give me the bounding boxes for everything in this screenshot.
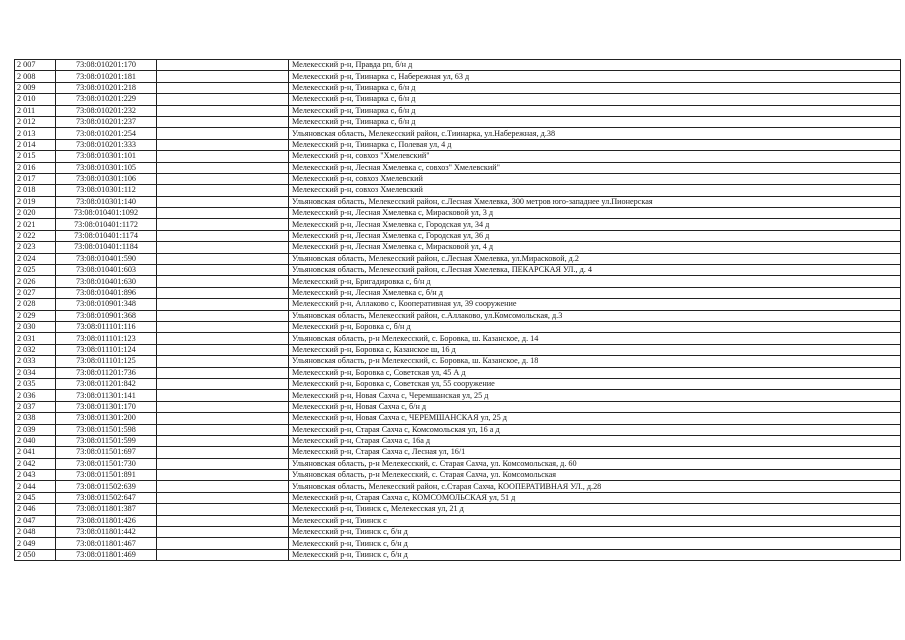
row-number: 2 009 — [15, 82, 56, 93]
empty-cell — [157, 549, 289, 560]
empty-cell — [157, 116, 289, 127]
row-number: 2 046 — [15, 504, 56, 515]
address: Ульяновская область, Мелекесский район, с.Старая Сахча, КООПЕРАТИВНАЯ УЛ., д.28 — [289, 481, 901, 492]
address: Ульяновская область, р-н Мелекесский, с. Старая Сахча, ул. Комсомольская — [289, 470, 901, 481]
row-number: 2 013 — [15, 128, 56, 139]
table-row — [15, 253, 901, 264]
empty-cell — [157, 162, 289, 173]
table-row — [15, 71, 901, 82]
table-row — [15, 116, 901, 127]
cadastral-number: 73:08:011501:730 — [56, 458, 157, 469]
cadastral-number: 73:08:011101:123 — [56, 333, 157, 344]
property-table — [14, 59, 901, 561]
empty-cell — [157, 71, 289, 82]
cadastral-number: 73:08:010401:1172 — [56, 219, 157, 230]
table-row — [15, 413, 901, 424]
cadastral-number: 73:08:011801:469 — [56, 549, 157, 560]
table-row — [15, 287, 901, 298]
row-number: 2 045 — [15, 492, 56, 503]
empty-cell — [157, 105, 289, 116]
address: Мелекесский р-н, Лесная Хмелевка с, Городская ул, 34 д — [289, 219, 901, 230]
empty-cell — [157, 94, 289, 105]
row-number: 2 042 — [15, 458, 56, 469]
empty-cell — [157, 515, 289, 526]
cadastral-number: 73:08:011101:125 — [56, 356, 157, 367]
cadastral-number: 73:08:011201:736 — [56, 367, 157, 378]
row-number: 2 012 — [15, 116, 56, 127]
row-number: 2 025 — [15, 265, 56, 276]
cadastral-number: 73:08:010401:1184 — [56, 242, 157, 253]
cadastral-number: 73:08:010401:603 — [56, 265, 157, 276]
empty-cell — [157, 390, 289, 401]
address: Мелекесский р-н, Боровка с, Казанское ш, 16 д — [289, 344, 901, 355]
empty-cell — [157, 173, 289, 184]
property-table-body — [15, 60, 901, 561]
address: Мелекесский р-н, Лесная Хмелевка с, Мирасковой ул, 3 д — [289, 208, 901, 219]
address: Мелекесский р-н, Старая Сахча с, 16а д — [289, 435, 901, 446]
empty-cell — [157, 265, 289, 276]
address: Мелекесский р-н, Тиинарка с, Полевая ул, 4 д — [289, 139, 901, 150]
table-row — [15, 208, 901, 219]
row-number: 2 024 — [15, 253, 56, 264]
empty-cell — [157, 230, 289, 241]
address: Мелекесский р-н, Боровка с, Советская ул, 45 А д — [289, 367, 901, 378]
cadastral-number: 73:08:010301:105 — [56, 162, 157, 173]
empty-cell — [157, 333, 289, 344]
table-row — [15, 94, 901, 105]
cadastral-number: 73:08:010201:181 — [56, 71, 157, 82]
row-number: 2 038 — [15, 413, 56, 424]
cadastral-number: 73:08:010401:1092 — [56, 208, 157, 219]
address: Ульяновская область, Мелекесский район, с.Лесная Хмелевка, ул.Мирасковой, д.2 — [289, 253, 901, 264]
address: Мелекесский р-н, Тиинарка с, б/н д — [289, 94, 901, 105]
empty-cell — [157, 321, 289, 332]
table-row — [15, 458, 901, 469]
table-row — [15, 333, 901, 344]
address: Мелекесский р-н, Лесная Хмелевка с, Мирасковой ул, 4 д — [289, 242, 901, 253]
address: Мелекесский р-н, Бригадировка с, б/н д — [289, 276, 901, 287]
address: Мелекесский р-н, Старая Сахча с, Комсомольская ул, 16 а д — [289, 424, 901, 435]
empty-cell — [157, 413, 289, 424]
empty-cell — [157, 344, 289, 355]
cadastral-number: 73:08:010201:254 — [56, 128, 157, 139]
address: Ульяновская область, Мелекесский район, с.Тиинарка, ул.Набережная, д.38 — [289, 128, 901, 139]
empty-cell — [157, 504, 289, 515]
row-number: 2 027 — [15, 287, 56, 298]
cadastral-number: 73:08:011801:426 — [56, 515, 157, 526]
row-number: 2 007 — [15, 60, 56, 71]
table-row — [15, 299, 901, 310]
table-row — [15, 128, 901, 139]
address: Мелекесский р-н, Тиинск с, б/н д — [289, 549, 901, 560]
table-row — [15, 310, 901, 321]
table-row — [15, 492, 901, 503]
cadastral-number: 73:08:011301:141 — [56, 390, 157, 401]
row-number: 2 040 — [15, 435, 56, 446]
address: Мелекесский р-н, Тиинарка с, б/н д — [289, 116, 901, 127]
row-number: 2 049 — [15, 538, 56, 549]
empty-cell — [157, 242, 289, 253]
cadastral-number: 73:08:010201:237 — [56, 116, 157, 127]
empty-cell — [157, 253, 289, 264]
empty-cell — [157, 458, 289, 469]
table-row — [15, 139, 901, 150]
empty-cell — [157, 492, 289, 503]
cadastral-number: 73:08:011101:116 — [56, 321, 157, 332]
row-number: 2 030 — [15, 321, 56, 332]
cadastral-number: 73:08:011501:598 — [56, 424, 157, 435]
row-number: 2 044 — [15, 481, 56, 492]
cadastral-number: 73:08:011101:124 — [56, 344, 157, 355]
table-row — [15, 82, 901, 93]
empty-cell — [157, 435, 289, 446]
cadastral-number: 73:08:010201:218 — [56, 82, 157, 93]
table-row — [15, 538, 901, 549]
address: Мелекесский р-н, Тиинск с, б/н д — [289, 538, 901, 549]
address: Мелекесский р-н, Боровка с, Советская ул, 55 сооружение — [289, 378, 901, 389]
table-row — [15, 321, 901, 332]
table-row — [15, 344, 901, 355]
row-number: 2 026 — [15, 276, 56, 287]
cadastral-number: 73:08:011301:170 — [56, 401, 157, 412]
table-row — [15, 435, 901, 446]
row-number: 2 028 — [15, 299, 56, 310]
row-number: 2 039 — [15, 424, 56, 435]
cadastral-number: 73:08:011801:467 — [56, 538, 157, 549]
row-number: 2 022 — [15, 230, 56, 241]
cadastral-number: 73:08:011502:639 — [56, 481, 157, 492]
row-number: 2 011 — [15, 105, 56, 116]
empty-cell — [157, 128, 289, 139]
table-row — [15, 162, 901, 173]
address: Ульяновская область, Мелекесский район, с.Аллаково, ул.Комсомольская, д.3 — [289, 310, 901, 321]
row-number: 2 033 — [15, 356, 56, 367]
address: Мелекесский р-н, Новая Сахча с, ЧЕРЕМШАНСКАЯ ул, 25 д — [289, 413, 901, 424]
address: Мелекесский р-н, Тиинск с — [289, 515, 901, 526]
row-number: 2 008 — [15, 71, 56, 82]
address: Ульяновская область, р-н Мелекесский, с. Боровка, ш. Казанское, д. 18 — [289, 356, 901, 367]
empty-cell — [157, 276, 289, 287]
row-number: 2 023 — [15, 242, 56, 253]
address: Мелекесский р-н, Старая Сахча с, Лесная ул, 16/1 — [289, 447, 901, 458]
table-row — [15, 549, 901, 560]
address: Мелекесский р-н, Тиинарка с, б/н д — [289, 105, 901, 116]
row-number: 2 037 — [15, 401, 56, 412]
empty-cell — [157, 356, 289, 367]
empty-cell — [157, 196, 289, 207]
cadastral-number: 73:08:010901:348 — [56, 299, 157, 310]
empty-cell — [157, 538, 289, 549]
cadastral-number: 73:08:010401:1174 — [56, 230, 157, 241]
empty-cell — [157, 310, 289, 321]
table-row — [15, 185, 901, 196]
address: Мелекесский р-н, Лесная Хмелевка с, б/н д — [289, 287, 901, 298]
table-row — [15, 367, 901, 378]
table-row — [15, 265, 901, 276]
address: Мелекесский р-н, Тиинарка с, б/н д — [289, 82, 901, 93]
empty-cell — [157, 185, 289, 196]
row-number: 2 017 — [15, 173, 56, 184]
row-number: 2 015 — [15, 151, 56, 162]
table-row — [15, 105, 901, 116]
address: Мелекесский р-н, Лесная Хмелевка с, Городская ул, 36 д — [289, 230, 901, 241]
table-row — [15, 390, 901, 401]
address: Мелекесский р-н, Новая Сахча с, Черемшанская ул, 25 д — [289, 390, 901, 401]
empty-cell — [157, 60, 289, 71]
table-row — [15, 242, 901, 253]
table-row — [15, 196, 901, 207]
empty-cell — [157, 208, 289, 219]
table-row — [15, 356, 901, 367]
cadastral-number: 73:08:010301:106 — [56, 173, 157, 184]
empty-cell — [157, 424, 289, 435]
empty-cell — [157, 299, 289, 310]
empty-cell — [157, 367, 289, 378]
table-row — [15, 173, 901, 184]
row-number: 2 032 — [15, 344, 56, 355]
table-row — [15, 527, 901, 538]
address: Ульяновская область, Мелекесский район, с.Лесная Хмелевка, ПЕКАРСКАЯ УЛ., д. 4 — [289, 265, 901, 276]
row-number: 2 043 — [15, 470, 56, 481]
cadastral-number: 73:08:011801:387 — [56, 504, 157, 515]
address: Мелекесский р-н, Боровка с, б/н д — [289, 321, 901, 332]
row-number: 2 029 — [15, 310, 56, 321]
address: Ульяновская область, р-н Мелекесский, с. Боровка, ш. Казанское, д. 14 — [289, 333, 901, 344]
address: Мелекесский р-н, Аллаково с, Кооперативная ул, 39 сооружение — [289, 299, 901, 310]
table-row — [15, 401, 901, 412]
cadastral-number: 73:08:011501:599 — [56, 435, 157, 446]
table-row — [15, 219, 901, 230]
row-number: 2 041 — [15, 447, 56, 458]
cadastral-number: 73:08:010301:112 — [56, 185, 157, 196]
cadastral-number: 73:08:010401:630 — [56, 276, 157, 287]
address: Мелекесский р-н, Лесная Хмелевка с, совхоз" Хмелевский" — [289, 162, 901, 173]
table-row — [15, 470, 901, 481]
table-row — [15, 230, 901, 241]
cadastral-number: 73:08:010401:896 — [56, 287, 157, 298]
cadastral-number: 73:08:010301:140 — [56, 196, 157, 207]
row-number: 2 020 — [15, 208, 56, 219]
row-number: 2 018 — [15, 185, 56, 196]
empty-cell — [157, 470, 289, 481]
empty-cell — [157, 287, 289, 298]
address: Мелекесский р-н, совхоз Хмелевский — [289, 185, 901, 196]
table-row — [15, 447, 901, 458]
address: Ульяновская область, р-н Мелекесский, с. Старая Сахча, ул. Комсомольская, д. 60 — [289, 458, 901, 469]
row-number: 2 050 — [15, 549, 56, 560]
row-number: 2 047 — [15, 515, 56, 526]
cadastral-number: 73:08:010201:170 — [56, 60, 157, 71]
address: Мелекесский р-н, совхоз "Хмелевский" — [289, 151, 901, 162]
address: Мелекесский р-н, Тиинск с, б/н д — [289, 527, 901, 538]
row-number: 2 048 — [15, 527, 56, 538]
cadastral-number: 73:08:011801:442 — [56, 527, 157, 538]
row-number: 2 014 — [15, 139, 56, 150]
cadastral-number: 73:08:010901:368 — [56, 310, 157, 321]
cadastral-number: 73:08:011301:200 — [56, 413, 157, 424]
empty-cell — [157, 447, 289, 458]
address: Ульяновская область, Мелекесский район, с.Лесная Хмелевка, 300 метров юго-западнее ул.Пионерская — [289, 196, 901, 207]
empty-cell — [157, 378, 289, 389]
empty-cell — [157, 151, 289, 162]
table-row — [15, 481, 901, 492]
table-row — [15, 276, 901, 287]
row-number: 2 019 — [15, 196, 56, 207]
address: Мелекесский р-н, Тиинарка с, Набережная ул, 63 д — [289, 71, 901, 82]
table-row — [15, 504, 901, 515]
document-sheet — [14, 59, 901, 561]
table-row — [15, 424, 901, 435]
empty-cell — [157, 401, 289, 412]
row-number: 2 035 — [15, 378, 56, 389]
row-number: 2 021 — [15, 219, 56, 230]
empty-cell — [157, 481, 289, 492]
table-row — [15, 515, 901, 526]
empty-cell — [157, 527, 289, 538]
cadastral-number: 73:08:011501:891 — [56, 470, 157, 481]
cadastral-number: 73:08:010201:333 — [56, 139, 157, 150]
table-row — [15, 60, 901, 71]
row-number: 2 036 — [15, 390, 56, 401]
cadastral-number: 73:08:010401:590 — [56, 253, 157, 264]
row-number: 2 034 — [15, 367, 56, 378]
address: Мелекесский р-н, Новая Сахча с, б/н д — [289, 401, 901, 412]
address: Мелекесский р-н, Тиинск с, Мелекесская ул, 21 д — [289, 504, 901, 515]
row-number: 2 016 — [15, 162, 56, 173]
empty-cell — [157, 219, 289, 230]
row-number: 2 031 — [15, 333, 56, 344]
empty-cell — [157, 82, 289, 93]
row-number: 2 010 — [15, 94, 56, 105]
table-row — [15, 151, 901, 162]
cadastral-number: 73:08:010201:229 — [56, 94, 157, 105]
cadastral-number: 73:08:010301:101 — [56, 151, 157, 162]
cadastral-number: 73:08:011502:647 — [56, 492, 157, 503]
address: Мелекесский р-н, Правда рп, б/н д — [289, 60, 901, 71]
table-row — [15, 378, 901, 389]
cadastral-number: 73:08:011201:842 — [56, 378, 157, 389]
address: Мелекесский р-н, совхоз Хмелевский — [289, 173, 901, 184]
empty-cell — [157, 139, 289, 150]
cadastral-number: 73:08:011501:697 — [56, 447, 157, 458]
cadastral-number: 73:08:010201:232 — [56, 105, 157, 116]
address: Мелекесский р-н, Старая Сахча с, КОМСОМОЛЬСКАЯ ул, 51 д — [289, 492, 901, 503]
